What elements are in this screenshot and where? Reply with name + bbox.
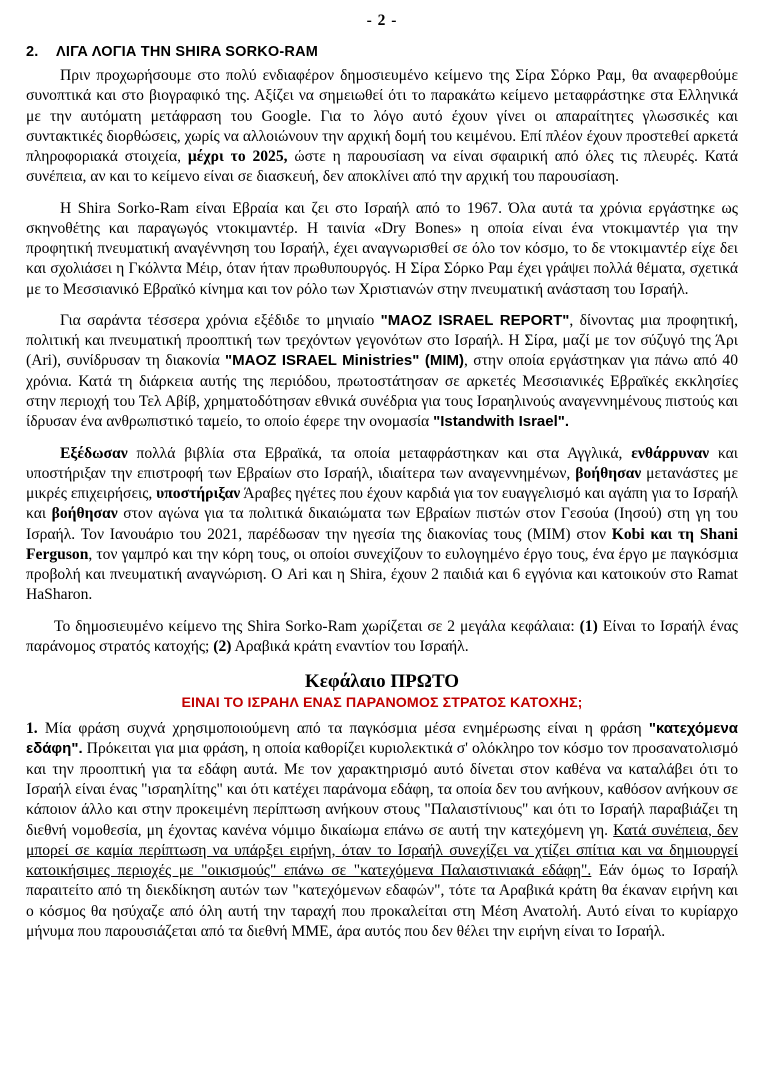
paragraph-4-text-d: Άραβες ηγέτες που έχουν καρδιά για τον ευαγγελισμό και αγάπη για το Ισραήλ και xyxy=(26,485,738,523)
paragraph-1-text-a: Πριν προχωρήσουμε στο πολύ ενδιαφέρον δημοσιευμένο κείμενο της Σίρα Σόρκο Ραμ, θα αναφερθούμε συνοπτικά και στο βιογραφικό της. Αξίζει να σημειωθεί ότι το παρακάτω κείμενο μεταφράστηκε στα Ελληνικά με την αυτόματη μετάφραση του Google. Για το λόγο αυτό έχουν γίνει οι απαραίτητες γλωσσικές και συντακτικές διορθώσεις, χωρίς να αλλοιώνουν την αρχική δομή του κειμένου. Επί πλέον έχουν προστεθεί αρκετά πληροφοριακά στοιχεία, xyxy=(26,67,738,166)
paragraph-5-text-b: Είναι το Ισραήλ ένας παράνομος στρατός κατοχής; xyxy=(26,617,738,655)
chapter-ref-1: (1) xyxy=(579,617,598,635)
paragraph-3-text-c: , στην οποία εργάστηκαν για πάνω από 40 χρόνια. Κατά τη διάρκεια αυτής της περιόδου, πρωτοστάτησαν σε αρκετές Μεσσιανικές Εβραϊκές εκκλησίες στην περιοχή του Τελ Αβίβ, χρηματοδότησαν εθνικά συνέδρια για τους Ισραηλινούς αναγεννημένους πιστούς και ίδρυσαν ένα ανθρωπιστικό ταμείο, το οποίο έφερε την ονομασία xyxy=(26,352,738,431)
page-number: - 2 - xyxy=(366,12,398,29)
chapter-title: Κεφάλαιο ΠΡΩΤΟ xyxy=(304,671,460,693)
paragraph-4-text-e: στον αγώνα για τα πολιτικά δικαιώματα των Εβραίων πιστών στον Γεσούα (Ιησού) στη γη του Ισραήλ. Τον Ιανουάριο του 2021, παρέδωσαν την ηγεσία της διακονίας τους (MIM) στον xyxy=(26,505,738,543)
chapter-ref-2: (2) xyxy=(213,637,232,655)
maoz-israel-ministries-label: "MAOZ ISRAEL Ministries" (MIM) xyxy=(225,352,465,370)
paragraph-3-text-b: , δίνοντας μια προφητική, πολιτική και πνευματική προοπτική των τρεχόντων γεγονότων στο Ισραήλ. Η Σίρα, μαζί με τον σύζυγό της Άρι (Ari), συνίδρυσαν τη διακονία xyxy=(26,311,738,370)
paragraph-4-bold-3: βοήθησαν xyxy=(575,464,642,482)
paragraph-4-text-b: και υποστήριξαν την επιστροφή των Εβραίων στο Ισραήλ, ιδιαίτερα των αναγεννημένων, xyxy=(26,444,738,482)
paragraph-1 xyxy=(26,66,738,188)
paragraph-4-text-c: μετανάστες με μικρές επιχειρήσεις, xyxy=(26,464,738,503)
paragraph-4-bold-6: Kobi και τη Shani Ferguson xyxy=(26,525,738,563)
paragraph-4-bold-1: Εξέδωσαν xyxy=(60,444,128,462)
paragraph-4-text-a: πολλά βιβλία στα Εβραϊκά, τα οποία μεταφράστηκαν και στα Αγγλικά, xyxy=(127,444,632,462)
paragraph-3-text-a: Για σαράντα τέσσερα χρόνια εξέδιδε το μηνιαίο xyxy=(60,311,381,329)
paragraph-4-bold-4: υποστήριξαν xyxy=(156,485,241,503)
underlined-statement: Κατά συνέπεια, δεν μπορεί σε καμία περίπτωση να υπάρξει ειρήνη, όταν το Ισραήλ συνεχίζει να χτίζει σπίτια και να δημιουργεί κατοικήσιμες περιοχές με "οικισμούς" επάνω σε "κατεχόμενα Παλαιστινιακά εδάφη". xyxy=(26,821,738,880)
paragraph-1-text-b: ώστε η παρουσίαση να είναι σφαιρική από όλες τις πλευρές. Κατά συνέπεια, αν και το κείμενο είναι σε διασκευή, δεν αποκλίνει από την αρχική του παρουσίαση. xyxy=(26,148,738,186)
paragraph-5-text-a: Το δημοσιευμένο κείμενο της Shira Sorko-Ram χωρίζεται σε 2 μεγάλα κεφάλαια: xyxy=(54,617,580,635)
paragraph-5-text-c: Αραβικά κράτη εναντίον του Ισραήλ. xyxy=(231,637,469,655)
paragraph-5 xyxy=(26,617,738,658)
paragraph-2: Η Shira Sorko-Ram είναι Εβραία και ζει στο Ισραήλ από το 1967. Όλα αυτά τα χρόνια εργάστηκε ως σκηνοθέτης και παραγωγός ντοκιμαντέρ. Η ταινία «Dry Bones» η οποία είναι ένα ντοκιμαντέρ για την προφητική πνευματική αναγέννηση του Ισραήλ, έχει αναγνωρισθεί σε όλο τον κόσμο, το δε ντοκιμαντέρ είχε δει και σχολιάσει η Γκόλντα Μέιρ, όταν ήταν πρωθυπουργός. Η Σίρα Σόρκο Ραμ έχει γράψει πολλά θέματα, σχετικά με το Μεσσιανικό Εβραϊκό κίνημα και τον ρόλο των Χριστιανών στην πνευματική ανάσταση του Ισραήλ. xyxy=(26,199,738,298)
section-number: 2. xyxy=(26,44,39,60)
section-heading xyxy=(26,44,738,60)
chapter-paragraph-1-text-1: Μία φράση συχνά χρησιμοποιούμενη από τα παγκόσμια μέσα ενημέρωσης είναι η φράση xyxy=(37,720,649,738)
chapter-paragraph-1-text-3: Εάν όμως το Ισραήλ παραιτείτο από τη διεκδίκηση αυτών των "κατεχόμενων εδαφών", τότε τα Αραβικά κράτη θα έκαναν ειρήνη και ο κόσμος θα ησύχαζε από όλη αυτή την ταραχή που προκαλείται στη Μέση Ανατολή. Αυτό είναι το κυρίαρχο μήνυμα που παρουσιάζεται από τα διεθνή ΜΜΕ, άρα αυτός που δεν θέλει την ειρήνη είναι το Ισραήλ. xyxy=(26,862,738,940)
paragraph-4 xyxy=(26,444,738,606)
occupied-territories-label: "κατεχόμενα εδάφη". xyxy=(26,720,738,758)
list-item-number: 1. xyxy=(26,720,38,738)
paragraph-4-bold-2: ενθάρρυναν xyxy=(631,444,710,462)
paragraph-1-bold: μέχρι το 2025, xyxy=(187,148,288,166)
maoz-israel-report-label: "MAOZ ISRAEL REPORT" xyxy=(380,311,570,329)
chapter-paragraph-1 xyxy=(26,719,738,942)
section-title: ΛΙΓΑ ΛΟΓΙΑ ΤΗΝ SHIRA SORKO-RAM xyxy=(56,44,319,60)
chapter-subtitle: ΕΙΝΑΙ ΤΟ ΙΣΡΑΗΛ ΕΝΑΣ ΠΑΡΑΝΟΜΟΣ ΣΤΡΑΤΟΣ ΚΑΤΟΧΗΣ; xyxy=(181,695,583,712)
paragraph-3 xyxy=(26,311,738,433)
paragraph-4-text-f: , τον γαμπρό και την κόρη τους, οι οποίοι συνεχίζουν το ευλογημένο έργο τους, ένα έργο με παγκόσμια προβολή και πνευματική αναγνώριση. Ο Ari και η Shira, έχουν 2 παιδιά και 6 εγγόνια και κατοικούν στο Ramat HaSharon. xyxy=(26,545,738,604)
istandwith-israel-label: "Istandwith Israel". xyxy=(433,413,570,431)
chapter-paragraph-1-text-2: Πρόκειται για μια φράση, η οποία καθορίζει κυριολεκτικά σ' ολόκληρο τον κόσμο τον προσανατολισμό και την προοπτική για τα εδάφη αυτά. Με τον χαρακτηρισμό αυτό δίνεται στον καθένα να καταλάβει ότι το Ισραήλ είναι ένας "ισραηλίτης" και ότι κατέχει παράνομα εδάφη, τα οποία δεν του ανήκουν, καθόσον ανήκουν σε κάποιον άλλο και στην προκειμένη περίπτωση ανήκουν στους "Παλαιστίνιους" και ότι το Ισραήλ παραβιάζει τη διεθνή νομοθεσία, μη έχοντας κανένα νόμιμο δικαίωμα επάνω σε αυτή την κατεχόμενη γη. xyxy=(26,740,738,839)
paragraph-4-bold-5: βοήθησαν xyxy=(51,505,118,523)
